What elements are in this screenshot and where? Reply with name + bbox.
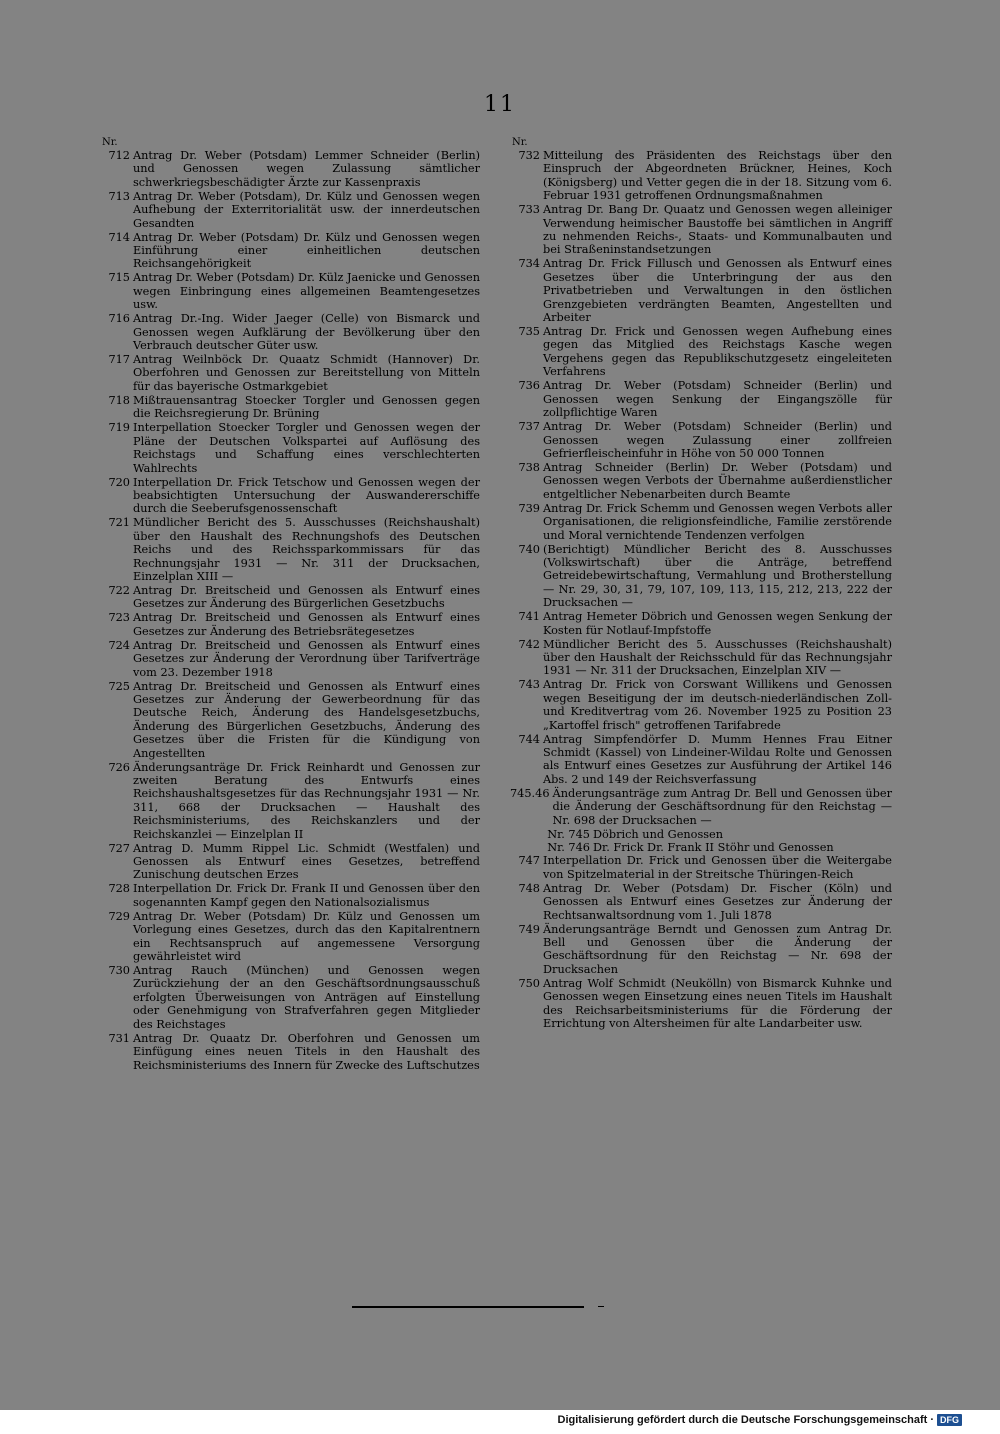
end-rule [352,1306,584,1308]
list-item [510,203,892,257]
entry-number: 744 [518,732,540,746]
entry-text: Änderungsanträge Berndt und Genossen zum Antrag Dr. Bell und Genossen über die Änderung der Geschäftsordnung für den Reichstag — Nr. 698 der Drucksachen [543,922,892,976]
entry-text: Antrag Dr. Frick Fillusch und Genossen als Entwurf eines Gesetzes über die Unterbringung der aus den Privatbetrieben und Verwaltungen in den östlichen Grenzgebieten verdrängten Beamten, Angestellten und Arbeiter [543,257,892,325]
sub-item-number: Nr. 746 [547,841,590,855]
entry-number: 728 [108,882,130,896]
list-item [100,910,480,964]
entry-text: Antrag Wolf Schmidt (Neukölln) von Bismarck Kuhnke und Genossen wegen Einsetzung eines neuen Titels im Haushalt des Reichsarbeitsministeriums für die Förderung der Errichtung von Altersheimen für alte Landarbeiter usw. [543,976,892,1031]
left-column [100,136,480,1073]
entry-number: 747 [518,854,540,868]
list-item [510,638,892,678]
entry-text: Antrag Dr. Bang Dr. Quaatz und Genossen wegen alleiniger Verwendung heimischer Baustoffe bei sämtlichen in Angriff zu nehmenden Reichs-, Staats- und Kommunalbauten und bei Straßeninstandsetzungen [543,203,892,257]
entry-number: 737 [518,420,540,434]
footer-credit: Digitalisierung gefördert durch die Deutsche Forschungsgemeinschaft [557,1414,928,1426]
entry-number: 743 [518,678,540,692]
entry-text: Antrag Dr. Frick von Corswant Willikens und Genossen wegen Beseitigung der im deutsch-niederländischen Zoll- und Kreditvertrag vom 26. November 1925 zu Position 23 „Kartoffel frisch" getroffenen Tarifabrede [543,678,892,732]
entry-text: Antrag Dr. Weber (Potsdam) Schneider (Berlin) und Genossen wegen Senkung der Eingangszölle für zollpflichtige Waren [543,379,892,420]
entry-number: 734 [518,257,540,271]
list-item [100,680,480,760]
entry-text: Antrag Hemeter Döbrich und Genossen wegen Senkung der Kosten für Notlauf-Impfstoffe [543,610,892,637]
sub-item-number: Nr. 745 [547,827,590,841]
list-item [100,421,480,475]
list-item [510,543,892,610]
list-item [100,584,480,611]
entry-number: 712 [108,149,130,162]
list-item [510,325,892,379]
list-item [510,787,892,827]
entry-text: Antrag Dr.-Ing. Wider Jaeger (Celle) von Bismarck und Genossen wegen Aufklärung der Bevölkerung über den Verbrauch deutscher Güter usw. [133,312,480,353]
list-item [510,977,892,1031]
entry-text: Antrag Dr. Breitscheid und Genossen als Entwurf eines Gesetzes zur Änderung des Bürgerlichen Gesetzbuchs [133,583,480,611]
entry-text: Mündlicher Bericht des 5. Ausschusses (Reichshaushalt) über den Haushalt des Rechnungshofs des Deutschen Reichs und des Reichssparkommissars für das Rechnungsjahr 1931 — Nr. 311 der Drucksachen, Einzelplan XIII — [133,516,480,583]
entry-number: 715 [108,271,130,285]
entry-text: Antrag Simpfendörfer D. Mumm Hennes Frau Eitner Schmidt (Kassel) von Lindeiner-Wildau Rolte und Genossen als Entwurf eines Gesetzes zur Ausführung der Artikel 146 Abs. 2 und 149 der Reichsverfassung [543,732,892,786]
list-item [100,394,480,421]
list-item [510,882,892,922]
entry-number: 745.46 [510,786,550,800]
entry-text: Antrag Dr. Weber (Potsdam) Lemmer Schneider (Berlin) und Genossen wegen Zulassung sämtlicher schwerkriegsbeschädigter Ärzte zur Kassenpraxis [133,149,480,189]
list-item [510,502,892,542]
entry-text: Antrag Dr. Breitscheid und Genossen als Entwurf eines Gesetzes zur Änderung des Betriebsrätegesetzes [133,611,480,638]
list-item [100,353,480,393]
entry-text: Änderungsanträge Dr. Frick Reinhardt und Genossen zur zweiten Beratung des Entwurfs eines Reichshaushaltsgesetzes für das Rechnungsjahr 1931 — Nr. 311, 668 der Drucksachen — Haushalt des Reichsministeriums, des Reichskanzlers und der Reichskanzlei — Einzelplan II [133,760,480,841]
page-number: 11 [484,92,516,117]
list-item [510,379,892,419]
right-column [510,136,892,1031]
dfg-logo: DFG [937,1414,962,1426]
entry-number: 750 [518,976,540,990]
entry-text: Mißtrauensantrag Stoecker Torgler und Genossen gegen die Reichsregierung Dr. Brüning [133,393,480,421]
entry-number: 748 [518,881,540,895]
sub-item [510,828,892,841]
entry-number: 723 [108,611,130,625]
list-item [100,761,480,841]
list-item [510,923,892,977]
entry-number: 713 [108,189,130,203]
entry-number: 738 [518,460,540,474]
entry-number: 731 [108,1031,130,1045]
list-item [510,854,892,881]
list-item [100,639,480,679]
list-item [100,476,480,516]
entry-text: Interpellation Stoecker Torgler und Genossen wegen der Pläne der Deutschen Volkspartei auf Auflösung des Reichstags und Schaffung eines verschlechterten Wahlrechts [133,421,480,475]
list-item [510,149,892,203]
entry-number: 730 [108,964,130,978]
list-item [510,678,892,732]
entry-number: 717 [108,353,130,367]
list-item [100,964,480,1031]
entry-text: Antrag Dr. Weber (Potsdam) Dr. Fischer (Köln) und Genossen als Entwurf eines Gesetzes zur Änderung der Rechtsanwaltsordnung vom 1. Juli 1878 [543,881,892,922]
entry-number: 720 [108,475,130,489]
entry-number: 724 [108,638,130,652]
entry-text: Interpellation Dr. Frick Dr. Frank II und Genossen über den sogenannten Kampf gegen den Nationalsozialismus [133,882,480,909]
entry-number: 721 [108,516,130,530]
list-item [510,610,892,637]
entry-text: Antrag Dr. Weber (Potsdam) Schneider (Berlin) und Genossen wegen Zulassung einer zollfreien Gefrierfleischeinfuhr in Höhe von 50 000 Tonnen [543,420,892,460]
entry-text: Antrag Rauch (München) und Genossen wegen Zurückziehung der an den Geschäftsordnungsausschuß erfolgten Überweisungen von Anträgen auf Einstellung oder Genehmigung von Strafverfahren gegen Mitglieder des Reichstages [133,964,480,1031]
entry-text: Mitteilung des Präsidenten des Reichstags über den Einspruch der Abgeordneten Brückner, Heines, Koch (Königsberg) und Vetter gegen die in der 18. Sitzung vom 6. Februar 1931 getroffenen Ordnungsmaßnahmen [543,149,892,203]
entry-text: Antrag Dr. Weber (Potsdam) Dr. Külz Jaenicke und Genossen wegen Einbringung eines allgemeinen Beamtengesetzes usw. [133,271,481,312]
entry-number: 714 [108,230,130,244]
entry-text: Antrag Dr. Quaatz Dr. Oberfohren und Genossen um Einfügung eines neuen Titels in den Haushalt des Reichsministeriums des Innern für Zwecke des Luftschutzes [133,1031,480,1072]
entry-text: Mündlicher Bericht des 5. Ausschusses (Reichshaushalt) über den Haushalt der Reichsschuld für das Rechnungsjahr 1931 — Nr. 311 der Drucksachen, Einzelplan XIV — [543,637,892,678]
entry-number: 742 [518,637,540,651]
entry-number: 741 [518,610,540,624]
entry-number: 739 [518,501,540,515]
entry-number: 740 [518,542,540,556]
list-item [100,231,480,271]
entry-text: Antrag Dr. Breitscheid und Genossen als Entwurf eines Gesetzes zur Änderung der Gewerbeordnung für das Deutsche Reich, Änderung des Handelsgesetzbuchs, Änderung des Bürgerlichen Gesetzbuchs, Änderung des Gesetzes über die Fristen für die Kündigung von Angestellten [133,679,480,760]
list-item [510,733,892,787]
list-item [100,882,480,909]
entry-number: 729 [108,909,130,923]
list-item [100,1032,480,1072]
footer [558,1414,962,1426]
entry-text: Antrag Dr. Breitscheid und Genossen als Entwurf eines Gesetzes zur Änderung der Verordnung über Tarifverträge vom 23. Dezember 1918 [133,638,480,679]
entry-text: Änderungsanträge zum Antrag Dr. Bell und Genossen über die Änderung der Geschäftsordnung für den Reichstag — Nr. 698 der Drucksachen — [552,786,892,827]
list-item [510,461,892,501]
column-header: Nr. [512,137,528,148]
list-item [100,271,480,311]
entry-text: Antrag Schneider (Berlin) Dr. Weber (Potsdam) und Genossen wegen Verbots der Übernahme außerdienstlicher entgeltlicher Nebenarbeiten durch Beamte [543,460,892,501]
entry-number: 736 [518,379,540,393]
list-item [100,611,480,638]
list-item [100,149,480,189]
entry-text: Antrag Dr. Weber (Potsdam) Dr. Külz und Genossen wegen Einführung einer einheitlichen deutschen Reichsangehörigkeit [133,230,480,271]
entry-text: (Berichtigt) Mündlicher Bericht des 8. Ausschusses (Volkswirtschaft) über die Anträge, betreffend Getreidebewirtschaftung, Vermahlung und Brotherstellung — Nr. 29, 30, 31, 79, 107, 109, 113, 115, 212, 213, 222 der Drucksachen — [543,542,892,610]
entry-list [100,149,480,1072]
list-item [100,516,480,583]
list-item [510,257,892,324]
list-item [100,312,480,352]
entry-text: Antrag Dr. Weber (Potsdam), Dr. Külz und Genossen wegen Aufhebung der Exterritorialität usw. der innerdeutschen Gesandten [133,189,480,230]
end-rule-tick [598,1306,604,1307]
entry-text: Antrag Weilnböck Dr. Quaatz Schmidt (Hannover) Dr. Oberfohren und Genossen zur Bereitstellung von Mitteln für das bayerische Ostmarkgebiet [133,353,480,393]
entry-number: 726 [108,760,130,774]
entry-number: 733 [518,203,540,217]
entry-number: 719 [108,421,130,435]
entry-number: 725 [108,679,130,693]
entry-number: 722 [108,583,130,597]
sub-item-text: Döbrich und Genossen [593,827,724,841]
entry-number: 735 [518,325,540,339]
entry-number: 727 [108,841,130,855]
sub-item-text: Dr. Frick Dr. Frank II Stöhr und Genossen [593,841,834,855]
column-header: Nr. [102,137,118,148]
entry-number: 749 [518,922,540,936]
entry-text: Interpellation Dr. Frick und Genossen über die Weitergabe von Spitzelmaterial in der Streitsche Thüringen-Reich [543,854,892,881]
footer-separator: · [930,1414,934,1426]
sub-item [510,841,892,854]
list-item [100,842,480,882]
list-item [510,420,892,460]
entry-list [510,149,892,1031]
entry-number: 732 [518,149,540,162]
entry-text: Antrag Dr. Weber (Potsdam) Dr. Külz und Genossen um Vorlegung eines Gesetzes, durch das den Kapitalrentnern ein Rechtsanspruch auf angemessene Versorgung gewährleistet wird [133,909,480,964]
entry-number: 718 [108,393,130,407]
entry-text: Antrag Dr. Frick Schemm und Genossen wegen Verbots aller Organisationen, die religionsfeindliche, Familie zerstörende und Moral vernichtende Tendenzen verfolgen [543,501,892,542]
list-item [100,190,480,230]
entry-text: Interpellation Dr. Frick Tetschow und Genossen wegen der beabsichtigten Untersuchung der Auswandererschiffe durch die Seeberufsgenossenschaft [133,475,480,516]
entry-number: 716 [108,312,130,326]
entry-text: Antrag Dr. Frick und Genossen wegen Aufhebung eines gegen das Mitglied des Reichstags Kasche wegen Vergehens gegen das Republikschutzgesetz eingeleiteten Verfahrens [543,325,892,379]
entry-text: Antrag D. Mumm Rippel Lic. Schmidt (Westfalen) und Genossen als Entwurf eines Gesetzes, betreffend Zunischung deutschen Erzes [133,841,480,882]
